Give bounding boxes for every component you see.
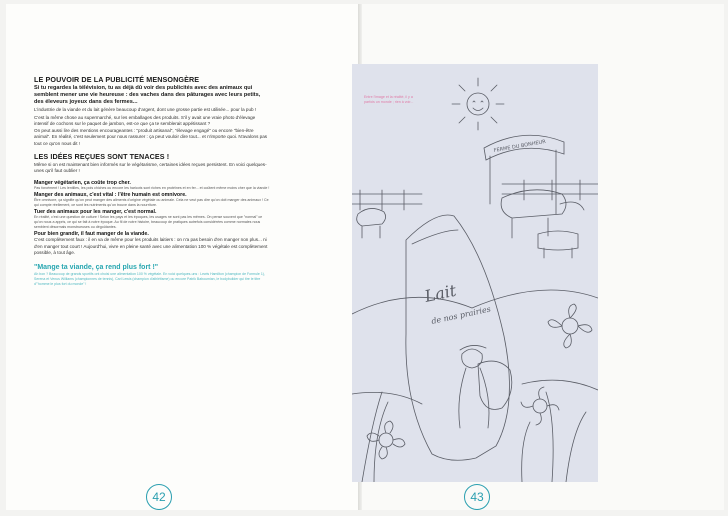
quote-title: "Mange ta viande, ça rend plus fort !"	[34, 264, 159, 272]
myth-3-text: En réalité, c'est une question de culture ! Selon les pays et les époques, les usages ne sont pas les mêmes. On pense souvent que "normal" ce qu'on nous a appris, ce qui se fait à notre époque. Au fil de notre histoire, beaucoup de pratiques autrefois considérées comme normales nous semblent désormais monstrueuses ou dégoûtantes.	[34, 214, 263, 230]
milk-bottle	[406, 215, 510, 460]
lead-paragraph: Si tu regardes la télévision, tu as déjà dû voir des publicités avec des animaux qui semblent mener une vie heureuse : des vaches dans des pâturages avec leurs petits, des éleveurs joyeux dans des fermes...	[34, 85, 261, 106]
paragraph-4: Même si on est maintenant bien informés sur le végétarisme, certaines idées reçues persistent. En voici quelques-unes qu'il faut oublier !	[34, 162, 267, 174]
bottle-label-2: de nos prairies	[430, 304, 492, 326]
bottle-label-1: Lait	[422, 280, 458, 306]
farmer-figure	[459, 345, 489, 428]
pink-annotation: Entre l'image et la réalité, il y a parfois un monde ; rien à voir...	[364, 95, 414, 104]
myth-4-text: C'est complètement faux : il en va de même pour les produits laitiers : on n'a pas besoin d'en manger non plus... ni d'en manger tout court ! Aujourd'hui, vivre en pleine santé avec une alimentation 100 % végétale est complètement possible, à tout âge.	[34, 237, 268, 255]
page-number-left: 42	[146, 484, 172, 510]
pencil-drawing	[352, 64, 598, 482]
farm-sign-text: FERME DU BONHEUR	[493, 138, 547, 154]
myth-2-title: Manger des animaux, c'est vital : l'être humain est omnivore.	[34, 191, 187, 198]
myth-3-title: Tuer des animaux pour les manger, c'est normal.	[34, 208, 157, 215]
myth-1-text: Pas forcément ! Les lentilles, les pois chiches ou encore les haricots sont riches en protéines et en fer... et coûtent même moins cher que la viande !	[34, 185, 270, 190]
cow-head	[478, 361, 512, 409]
section-heading-2: LES IDÉES REÇUES SONT TENACES !	[34, 152, 170, 162]
paragraph-1: L'industrie de la viande et du lait génère beaucoup d'argent, dont une grosse partie est utilisée... pour la pub !	[34, 107, 257, 113]
paragraph-2: C'est la même chose au supermarché, sur les emballages des produits. S'il y avait une vraie photo d'élevage intensif de cochons sur le paquet de jambon, est-ce que ça te semblerait appétissant ?	[34, 114, 256, 126]
left-text-column	[34, 75, 270, 287]
cow-left	[357, 208, 386, 238]
sun-rays-icon	[452, 78, 504, 130]
section-heading: LE POUVOIR DE LA PUBLICITÉ MENSONGÈRE	[34, 75, 200, 84]
flower-bottom-icon	[521, 387, 559, 425]
flower-right-icon	[548, 304, 592, 348]
page-number-right: 43	[464, 484, 490, 510]
myth-1-title: Manger végétarien, ça coûte trop cher.	[34, 179, 131, 186]
cow-right	[501, 190, 584, 238]
illustration-panel	[352, 64, 598, 482]
myth-2-text: Être omnivore, ça signifie qu'on peut manger des aliments d'origine végétale ou animale. Cela ne veut pas dire qu'on doit manger des animaux ! Ce qui compte réellement, ce sont les nutriments qu'on trouve dans la nourriture.	[34, 197, 269, 207]
myth-4-title: Pour bien grandir, il faut manger de la viande.	[34, 231, 149, 238]
paragraph-3: On peut aussi lire des mentions encourageantes : "produit artisanal", "élevage engagé" ou encore "bien-être animal". En réalité, c'est seulement pour nous rassurer : ça peut vouloir dire tout... et n'importe quoi. N'avalons pas tout ce qu'on nous dit !	[34, 128, 268, 146]
quote-text: Ah bon ? Beaucoup de grands sportifs ont choisi une alimentation 100 % végétale. En voici quelques-uns : Lewis Hamilton (champion de Formule 1), Serena et Venus Williams (championnes de tennis), Carl Lewis (champion d'athlétisme) ou encore Patrik Baboumian, le bodybuilder qui tire le titre d'"homme le plus fort du monde" !	[34, 272, 265, 286]
sun-icon	[467, 93, 489, 115]
